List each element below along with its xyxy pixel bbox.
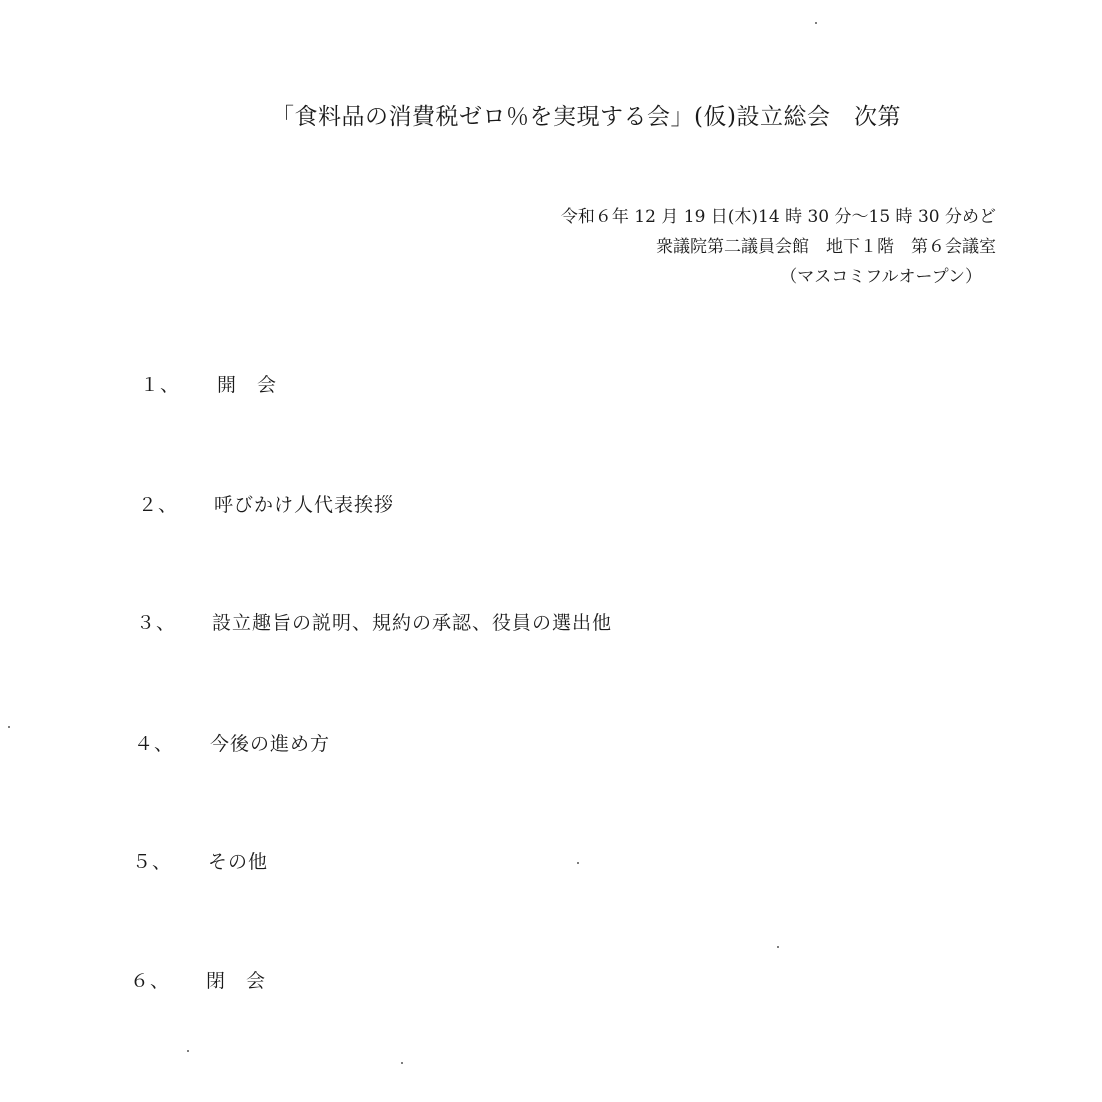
agenda-item-number: ６、 [130,970,171,992]
scan-speck [401,1062,403,1064]
document-title [0,98,1102,131]
agenda-item-number: ２、 [138,494,179,516]
document-title-text: 「食料品の消費税ゼロ％を実現する会」(仮)設立総会 次第 [271,104,901,130]
meeting-datetime: 令和６年 12 月 19 日(木)14 時 30 分～15 時 30 分めど [560,207,996,227]
meeting-press-note: （マスコミフルオープン） [780,267,982,287]
scan-speck [577,862,579,864]
agenda-item-number: １、 [140,374,181,396]
agenda-item-number: ４、 [134,733,175,755]
scan-speck [187,1050,189,1052]
agenda-item-text: 呼びかけ人代表挨拶 [214,494,395,516]
agenda-item-number: ３、 [136,612,177,634]
agenda-item-text: 開 会 [217,374,278,396]
meeting-venue: 衆議院第二議員会館 地下１階 第６会議室 [656,237,996,257]
scan-speck [777,946,779,948]
scan-speck [8,726,10,728]
agenda-item-text: 閉 会 [206,970,267,992]
agenda-item-number: ５、 [132,851,173,873]
agenda-item-text: その他 [208,851,269,873]
scan-speck [815,22,817,24]
agenda-item-text: 今後の進め方 [210,733,331,755]
agenda-item-text: 設立趣旨の説明、規約の承認、役員の選出他 [212,612,613,634]
